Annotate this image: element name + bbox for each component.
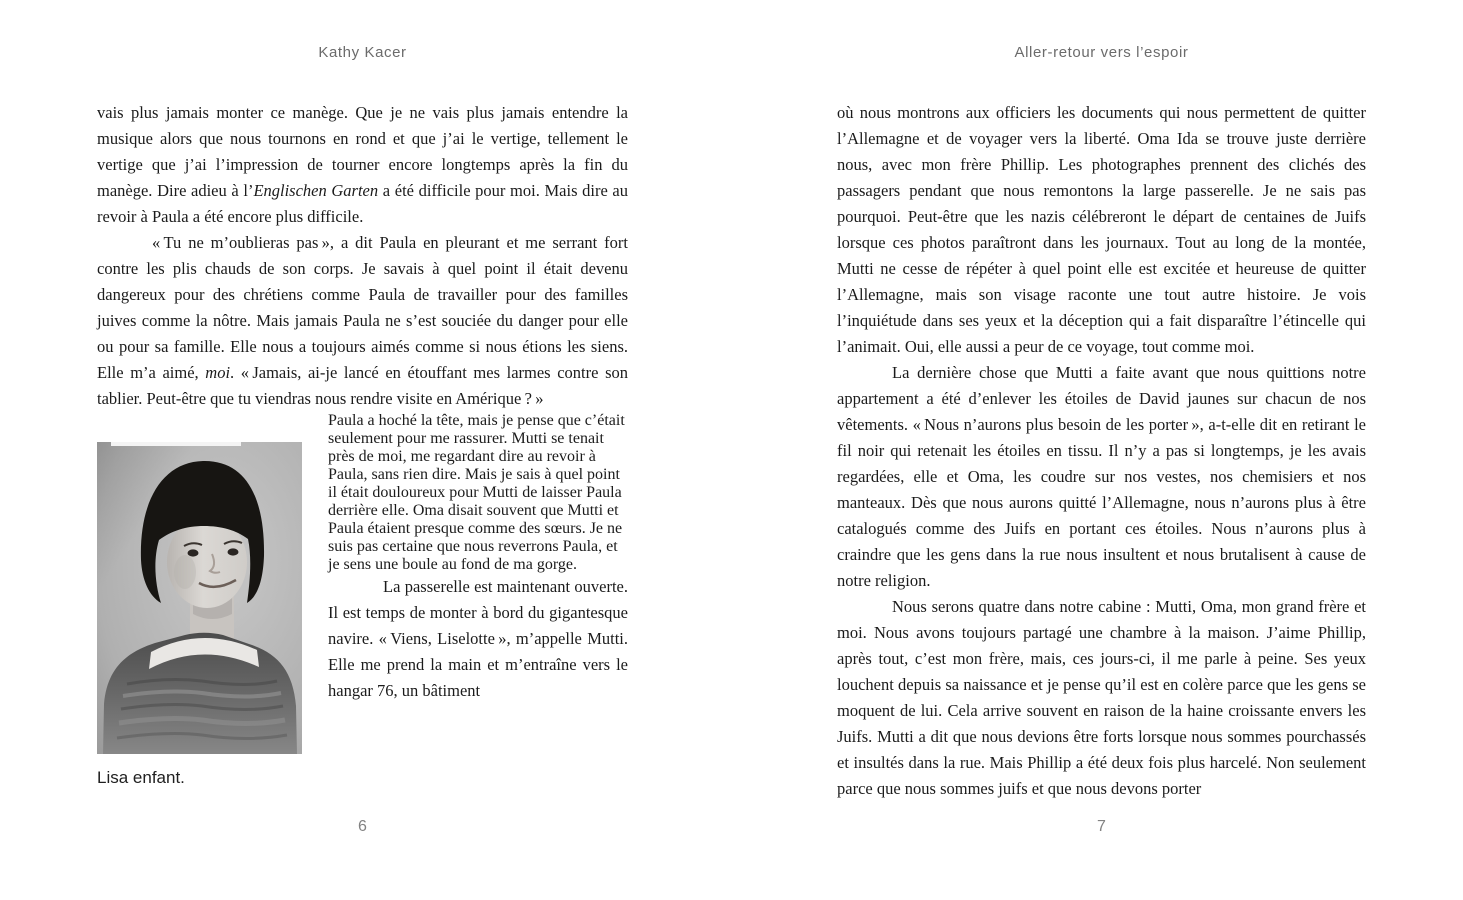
- text-segment: vais plus jamais monter ce manège. Que je ne vais plus jamais entendre la musique alors que nous tournons en rond et que j’ai le vertige, tellement le vertige que j’ai l’impression de tourner encore longtemps après la fin du manège. Dire adieu à l’: [97, 103, 628, 200]
- photo-lisa-enfant: [97, 442, 302, 788]
- left-page-body: [97, 100, 628, 868]
- italic-term: Englischen Garten: [253, 181, 379, 200]
- right-page-body: [837, 100, 1366, 802]
- text-segment: . « Jamais, ai-je lancé en étouffant mes larmes contre son tablier. Peut-être que tu viendras nous rendre visite en Amérique ? »: [97, 363, 628, 408]
- italic-term: moi: [205, 363, 231, 382]
- text-segment: « Tu ne m’oublieras pas », a dit Paula en pleurant et me serrant fort contre les plis chauds de son corps. Je savais à quel point il était devenu dangereux pour des chrétiens comme Paula de travailler pour des familles juives comme la nôtre. Mais jamais Paula ne s’est souciée du danger pour elle ou pour sa famille. Elle nous a toujours aimés comme si nous étions les siens. Elle m’a aimé,: [97, 233, 628, 382]
- running-head-author: Kathy Kacer: [318, 44, 407, 61]
- text-segment: où nous montrons aux officiers les documents qui nous permettent de quitter l’Allemagne et de voyager vers la liberté. Oma Ida se trouve juste derrière nous, avec mon frère Phillip. Les photographes prennent des clichés des passagers pendant que nous remontons la large passerelle. Je ne sais pas pourquoi. Peut-être que les nazis célébreront le départ de centaines de Juifs lorsque ces photos paraîtront dans les journaux. Tout au long de la montée, Mutti ne cesse de répéter à quel point elle est excitée et heureuse de quitter l’Allemagne, mais son visage raconte une tout autre histoire. Je vois l’inquiétude dans ses yeux et la déception qui a fait disparaître l’étincelle qui l’animait. Oui, elle aussi a peur de ce voyage, tout comme moi.: [837, 103, 1366, 356]
- text-segment: La passerelle est maintenant ouverte. Il est temps de monter à bord du gigantesque navire. « Viens, Liselotte », m’appelle Mutti. Elle me prend la main et m’entraîne vers le hangar 76, un bâtiment: [328, 577, 628, 700]
- paragraph: [837, 100, 1366, 360]
- text-segment: a été difficile pour moi. Mais dire au revoir à Paula a été encore plus difficile.: [97, 181, 628, 226]
- child-portrait-photo: [97, 442, 302, 754]
- paragraph: [837, 360, 1366, 594]
- running-head-title: Aller-retour vers l’espoir: [1014, 44, 1189, 61]
- photo-caption: Lisa enfant.: [97, 768, 185, 787]
- text-segment: La dernière chose que Mutti a faite avant que nous quittions notre appartement a été d’enlever les étoiles de David jaunes sur chacun de nos vêtements. « Nous n’aurons plus besoin de les porter », a-t-elle dit en retirant le fil noir qui retenait les étoiles en tissu. Il n’y a pas si longtemps, je les avais regardées, elle et Oma, les coudre sur nos vestes, nos chemisiers et nos manteaux. Dès que nous aurons quitté l’Allemagne, nous n’aurons plus à être catalogués comme des Juifs en portant ces étoiles. Nous n’aurons plus à craindre que les gens dans la rue nous insultent et nous brutalisent à cause de notre religion.: [837, 363, 1366, 590]
- page-number-left: 6: [358, 818, 367, 835]
- text-segment: Paula a hoché la tête, mais je pense que c’était seulement pour me rassurer. Mutti se tenait près de moi, me regardant dire au revoir à Paula, sans rien dire. Mais je sais à quel point il était douloureux pour Mutti de laisser Paula derrière elle. Oma disait souvent que Mutti et Paula étaient presque comme des sœurs. Je ne suis pas certaine que nous reverrons Paula, et je sens une boule au fond de ma gorge.: [328, 412, 625, 573]
- paragraph: [837, 594, 1366, 802]
- paragraph: [97, 100, 628, 230]
- paragraph: [97, 230, 628, 412]
- page-number-right: 7: [1097, 818, 1106, 835]
- text-segment: Nous serons quatre dans notre cabine : Mutti, Oma, mon grand frère et moi. Nous avons toujours partagé une chambre à la maison. J’aime Phillip, après tout, c’est mon frère, mais, ces jours-ci, il me parle à peine. Ses yeux louchent depuis sa naissance et je pense qu’il est en colère parce que les gens se moquent de lui. Cela arrive souvent en raison de la haine croissante envers les Juifs. Mutti a dit que nous devions être forts lorsque nous sommes pourchassés et insultés dans la rue. Mais Phillip a été deux fois plus harcelé. Non seulement parce que nous sommes juifs et que nous devons porter: [837, 597, 1366, 798]
- right-page: [837, 0, 1366, 900]
- left-page: [97, 0, 628, 900]
